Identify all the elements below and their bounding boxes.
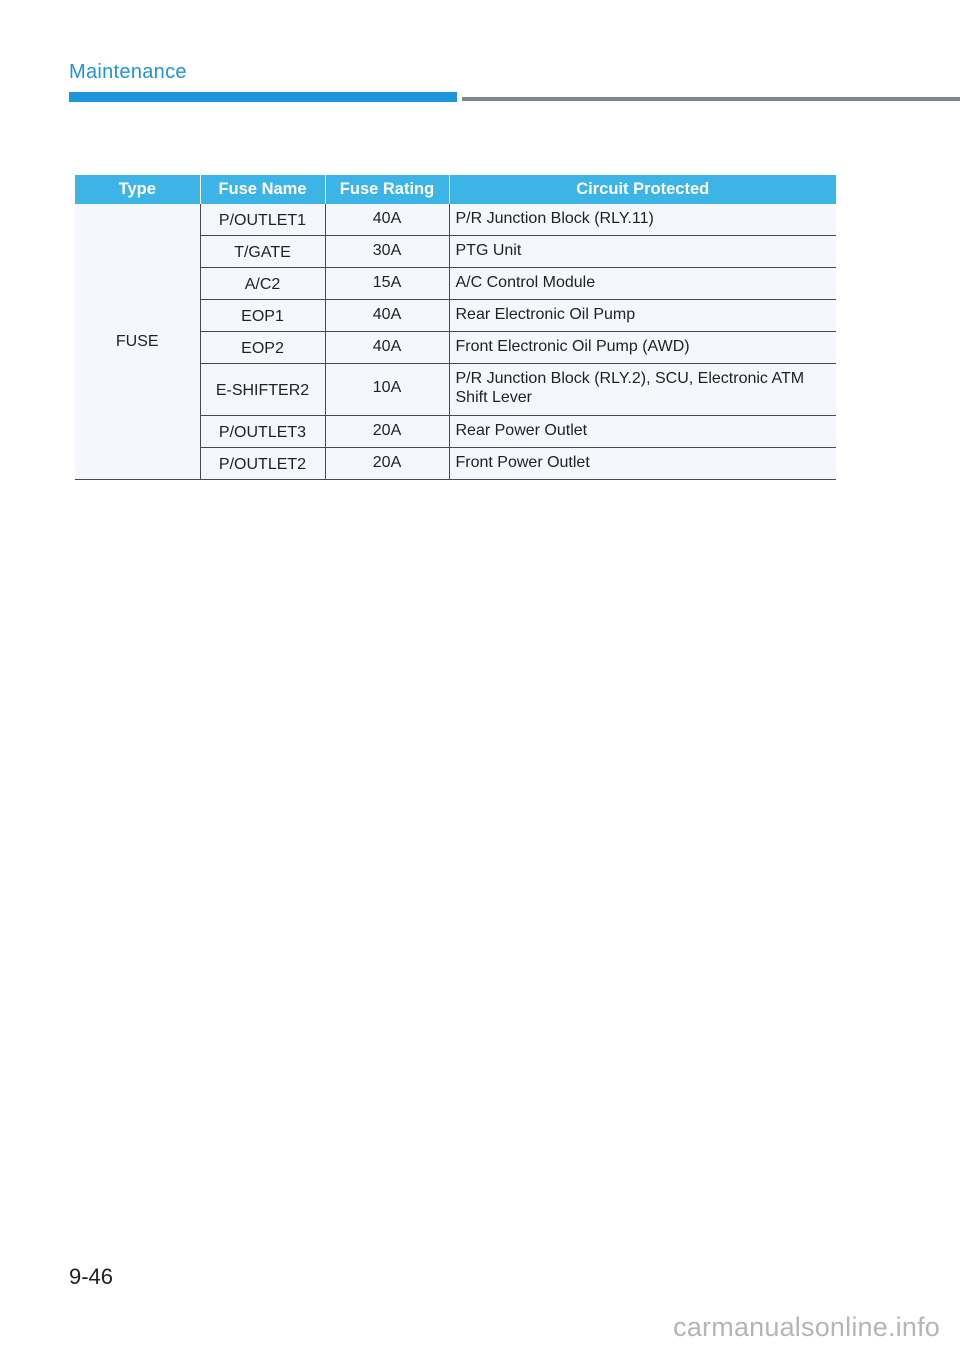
fuse-rating-cell: 15A — [325, 268, 449, 300]
fuse-name-cell: A/C2 — [200, 268, 325, 300]
circuit-protected-cell: Front Power Outlet — [449, 448, 836, 480]
page-number: 9-46 — [69, 1264, 114, 1289]
circuit-protected-cell: Rear Electronic Oil Pump — [449, 300, 836, 332]
column-header-fuse-rating: Fuse Rating — [325, 175, 449, 204]
fuse-name-cell: EOP1 — [200, 300, 325, 332]
watermark-text: carmanualsonline.info — [673, 1312, 940, 1342]
circuit-protected-cell: Rear Power Outlet — [449, 416, 836, 448]
circuit-protected-cell: P/R Junction Block (RLY.11) — [449, 204, 836, 236]
column-header-fuse-name: Fuse Name — [200, 175, 325, 204]
circuit-protected-cell: A/C Control Module — [449, 268, 836, 300]
fuse-name-cell: E-SHIFTER2 — [200, 364, 325, 416]
circuit-protected-cell: PTG Unit — [449, 236, 836, 268]
fuse-rating-cell: 40A — [325, 300, 449, 332]
type-cell: FUSE — [75, 204, 200, 480]
header-rule — [462, 97, 960, 101]
table-row — [75, 204, 836, 236]
fuse-rating-cell: 30A — [325, 236, 449, 268]
fuse-table — [75, 175, 836, 480]
fuse-rating-cell: 20A — [325, 416, 449, 448]
fuse-name-cell: P/OUTLET2 — [200, 448, 325, 480]
column-header-type: Type — [75, 175, 200, 204]
fuse-rating-cell: 10A — [325, 364, 449, 416]
fuse-name-cell: T/GATE — [200, 236, 325, 268]
column-header-circuit-protected: Circuit Protected — [449, 175, 836, 204]
fuse-name-cell: P/OUTLET1 — [200, 204, 325, 236]
fuse-rating-cell: 40A — [325, 204, 449, 236]
fuse-name-cell: EOP2 — [200, 332, 325, 364]
table-header-row — [75, 175, 836, 204]
fuse-name-cell: P/OUTLET3 — [200, 416, 325, 448]
circuit-protected-cell: P/R Junction Block (RLY.2), SCU, Electronic ATM Shift Lever — [449, 364, 836, 416]
fuse-rating-cell: 20A — [325, 448, 449, 480]
section-title: Maintenance — [69, 61, 187, 83]
header-accent-bar — [69, 92, 457, 102]
circuit-protected-cell: Front Electronic Oil Pump (AWD) — [449, 332, 836, 364]
fuse-rating-cell: 40A — [325, 332, 449, 364]
